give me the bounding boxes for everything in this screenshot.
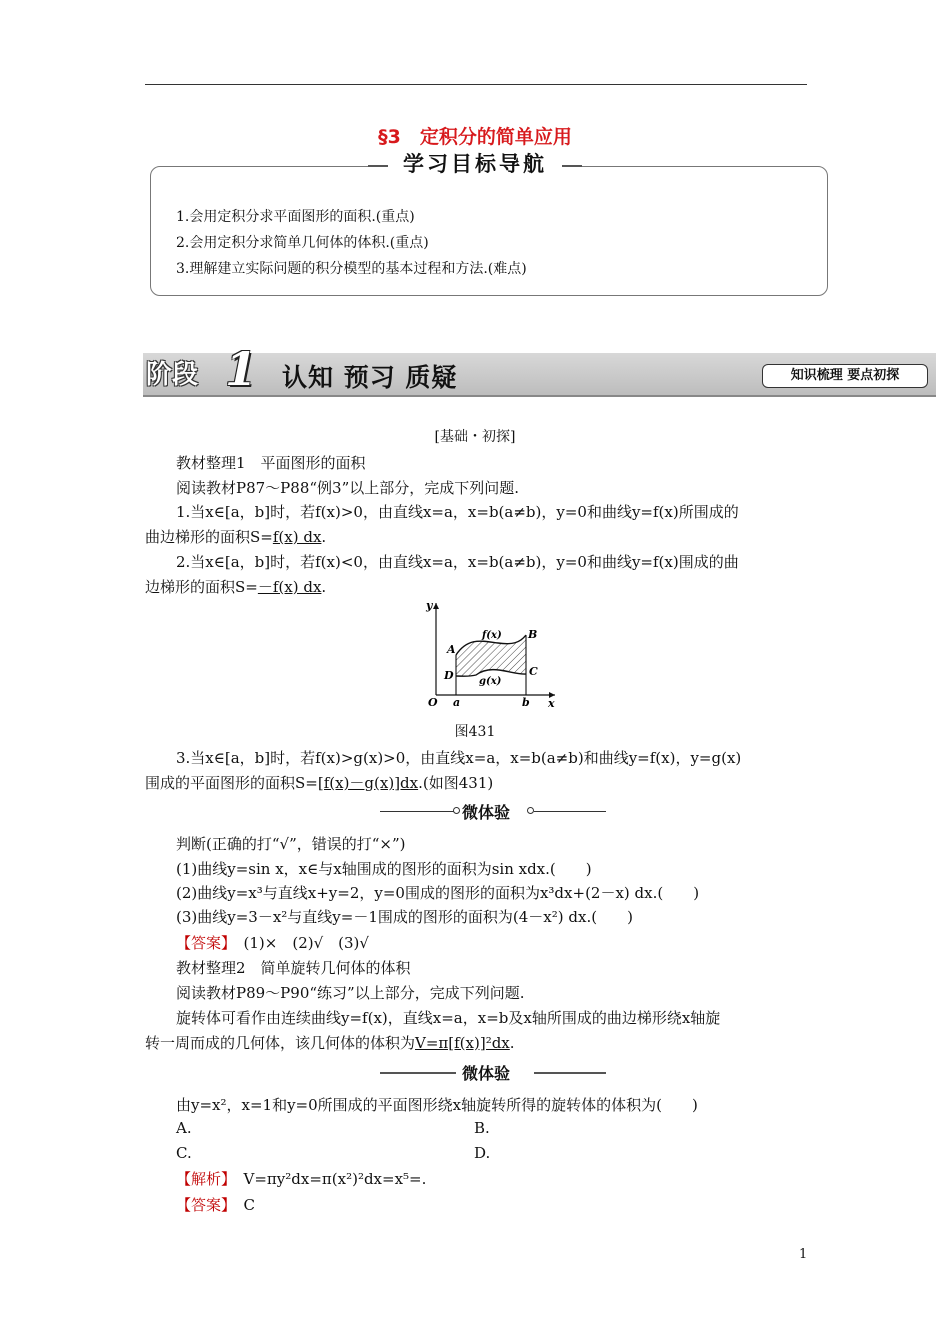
option-a: A. [176,1119,192,1137]
basis-label: [基础・初探] [434,429,516,445]
option-b: B. [474,1119,490,1137]
divider-line [534,811,606,812]
fill-blank: [f(x)－g(x)]dx [317,774,419,792]
fill-blank: f(x) dx [272,528,322,546]
banner-title: 认知 预习 质疑 [282,363,458,392]
label-A: A [447,643,456,656]
judge-item: (3)曲线y=3－x²与直线y=－1围成的图形的面积为(4－x²) dx.( ) [176,908,633,926]
divider-circle [453,807,460,814]
figure-431 [420,597,560,709]
paragraph-line: 2.当x∈[a，b]时，若f(x)<0，由直线x=a，x=b(a≠b)，y=0和曲线y=f(x)围成的曲 [176,553,739,571]
label-origin: O [428,696,438,709]
paragraph-line: 曲边梯形的面积S=f(x) dx. [145,528,327,546]
label-gx: g(x) [479,676,502,687]
reading-instruction: 阅读教材P87～P88“例3”以上部分，完成下列问题. [176,479,520,497]
goals-title: 学习目标导航 [403,152,547,176]
option-c: C. [176,1144,192,1162]
goal-item: 3.理解建立实际问题的积分模型的基本过程和方法.(难点) [176,261,527,277]
goal-item: 1.会用定积分求平面图形的面积.(重点) [176,209,415,225]
top-rule [145,84,807,85]
section-title: §3 定积分的简单应用 [378,126,572,148]
solution-row: 【解析】 V=πy²dx=π(x²)²dx=x⁵=. [176,1170,427,1188]
paragraph-line: 旋转体可看作由连续曲线y=f(x)，直线x=a，x=b及x轴所围成的曲边梯形绕x轴旋 [176,1009,721,1027]
paragraph-line: 1.当x∈[a，b]时，若f(x)>0，由直线x=a，x=b(a≠b)，y=0和曲线y=f(x)所围成的 [176,503,739,521]
label-C: C [529,665,538,678]
divider-line [380,811,456,812]
answer-row: 【答案】 C [176,1196,256,1214]
label-x: x [548,697,555,709]
label-a: a [453,696,461,709]
option-d: D. [474,1144,491,1162]
banner-stage-number: 1 [225,342,258,396]
answer-label: 【答案】 [176,1196,229,1214]
reading-instruction: 阅读教材P89～P90“练习”以上部分，完成下列问题. [176,984,525,1002]
paragraph-line: 边梯形的面积S=－f(x) dx. [145,578,327,596]
judge-item: (1)曲线y=sin x，x∈与x轴围成的图形的面积为sin xdx.( ) [176,860,592,878]
question: 由y=x²，x=1和y=0所围成的平面图形绕x轴旋转所得的旋转体的体积为( ) [176,1096,698,1114]
micro-experience-title: 微体验 [462,1064,511,1083]
label-D: D [444,669,454,682]
label-y: y [426,599,433,612]
page-number: 1 [799,1247,808,1262]
solution-label: 【解析】 [176,1170,229,1188]
paragraph-line: 转一周而成的几何体，该几何体的体积为V=π[f(x)]²dx. [145,1034,515,1052]
topic-heading: 教材整理2 简单旋转几何体的体积 [176,959,411,977]
divider-line [380,1072,456,1074]
paragraph-line: 围成的平面图形的面积S=[f(x)－g(x)]dx.(如图431) [145,774,494,792]
fill-blank: －f(x) dx [257,578,322,596]
answer-row: 【答案】 (1)× (2)√ (3)√ [176,934,369,952]
goal-item: 2.会用定积分求简单几何体的体积.(重点) [176,235,429,251]
divider-circle [527,807,534,814]
micro-experience-title: 微体验 [462,803,511,822]
figure-caption: 图431 [454,724,496,740]
label-b: b [522,696,530,709]
banner-stage-label: 阶段 [146,360,199,390]
label-fx: f(x) [482,630,502,641]
judge-instruction: 判断(正确的打“√”，错误的打“×”) [176,835,406,853]
divider-line [534,1072,606,1074]
answer-label: 【答案】 [176,934,229,952]
topic-heading: 教材整理1 平面图形的面积 [176,454,366,472]
banner-tag: 知识梳理 要点初探 [762,364,928,388]
fill-blank: V=π[f(x)]²dx [415,1034,510,1052]
judge-item: (2)曲线y=x³与直线x+y=2，y=0围成的图形的面积为x³dx+(2－x) dx.( ) [176,884,700,902]
paragraph-line: 3.当x∈[a，b]时，若f(x)>g(x)>0，由直线x=a，x=b(a≠b)和曲线y=f(x)，y=g(x) [176,749,742,767]
label-B: B [528,628,538,641]
